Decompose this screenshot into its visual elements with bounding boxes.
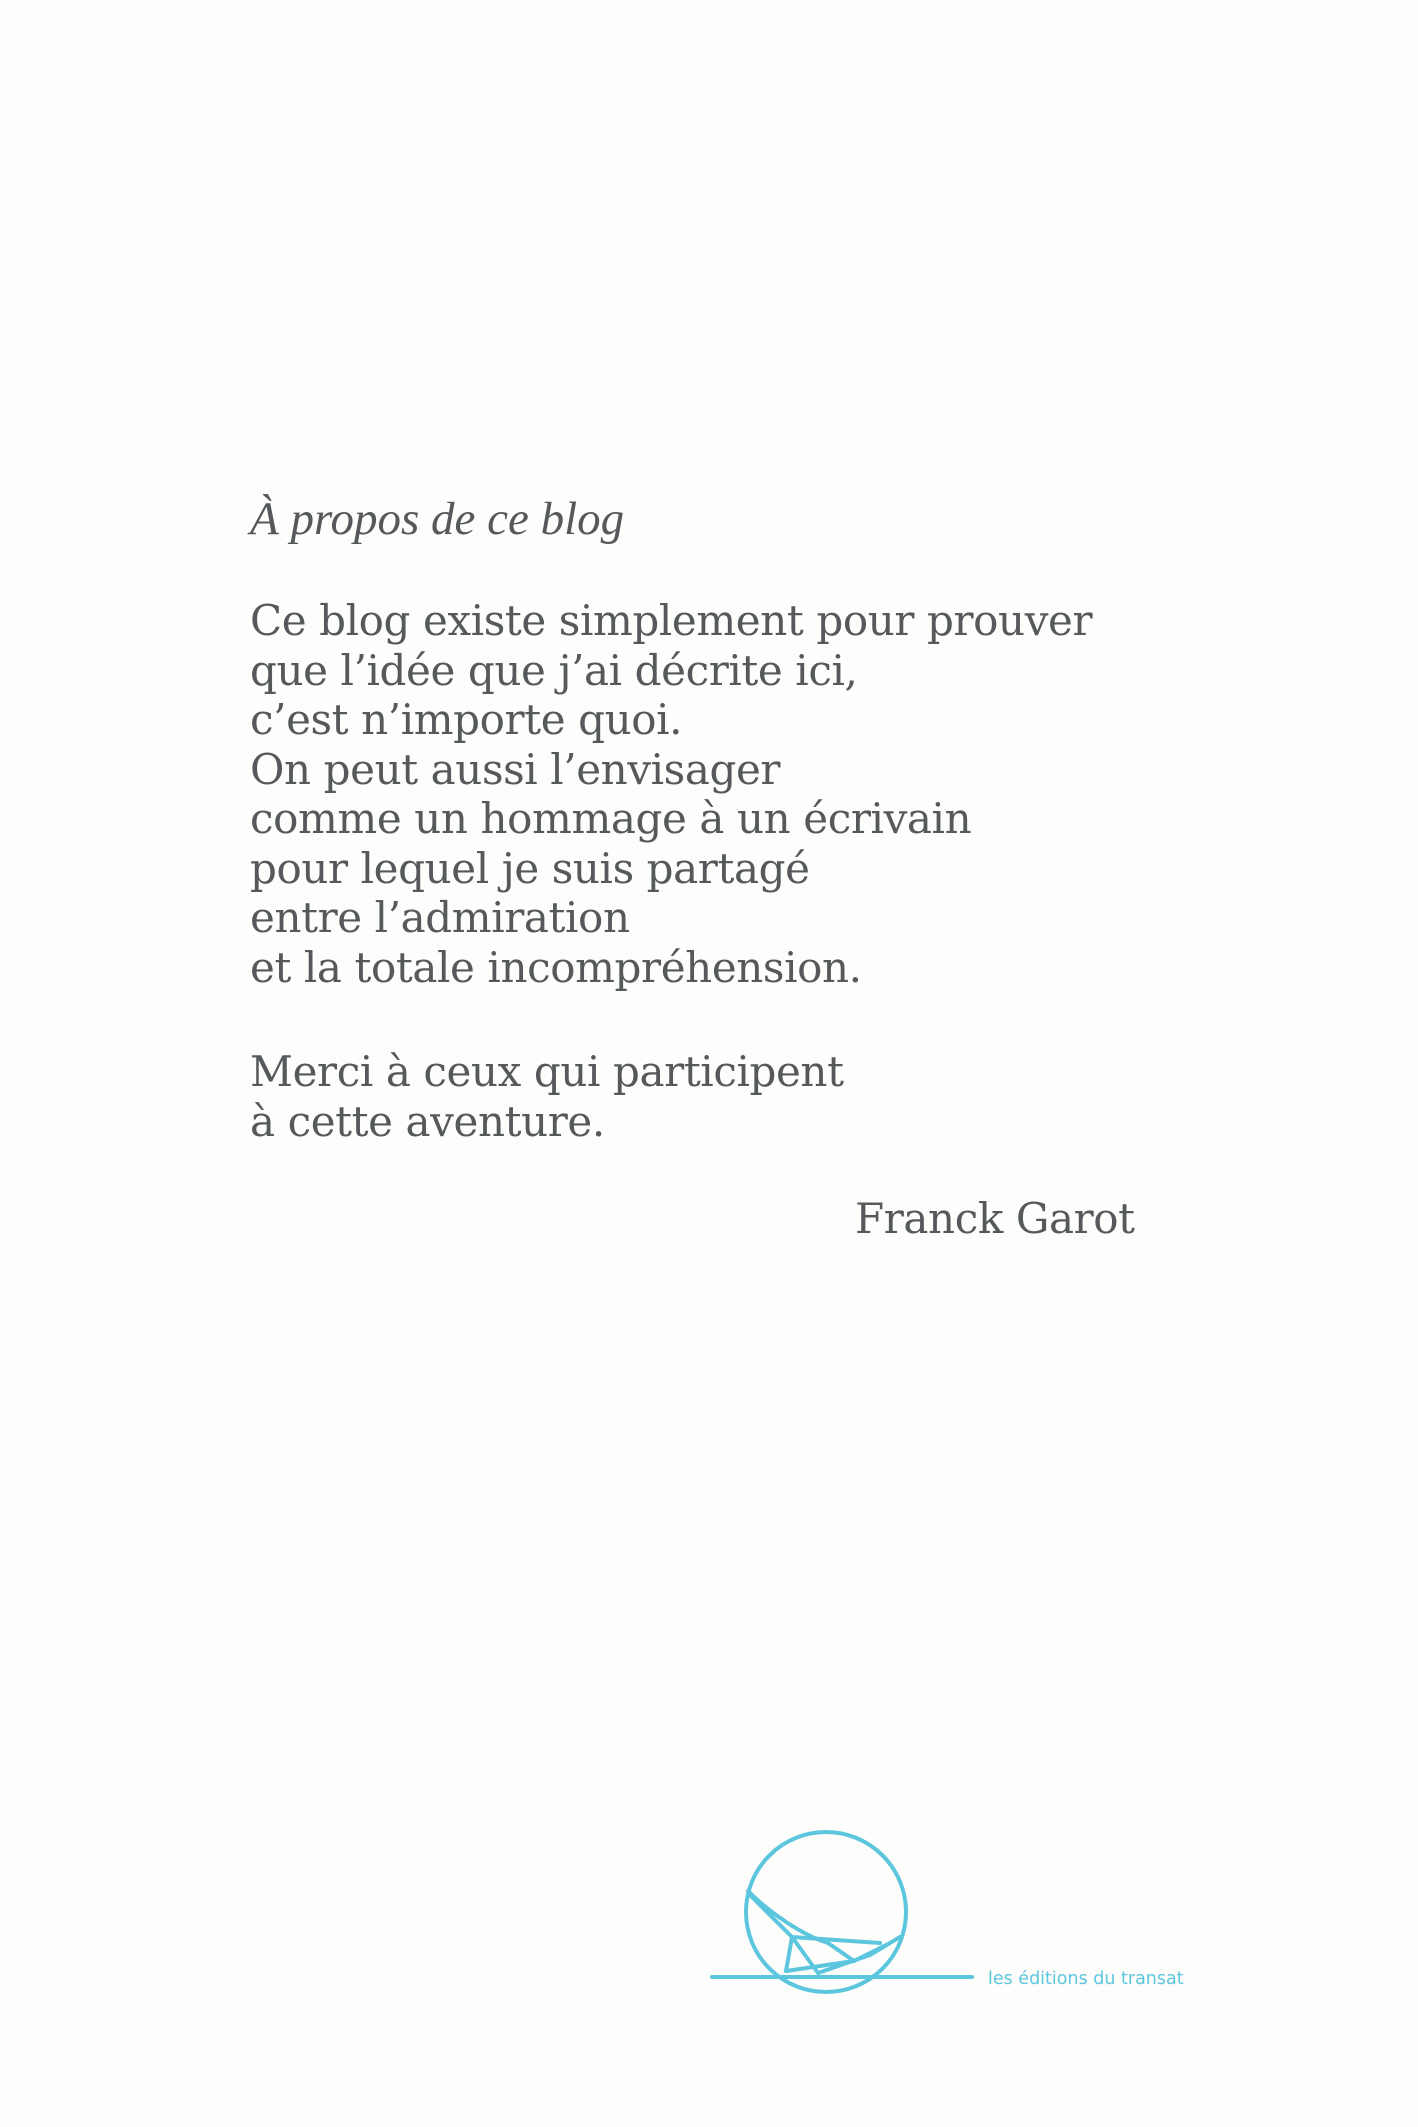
text-line: pour lequel je suis partagé <box>250 843 810 893</box>
text-line: entre l’admiration <box>250 893 630 942</box>
text-line: à cette aventure. <box>250 1096 605 1146</box>
paragraph-thanks <box>250 1047 1092 1146</box>
publisher-name: les éditions du transat <box>988 1969 1184 1989</box>
text-line: c’est n’importe quoi. <box>250 695 683 744</box>
page-heading: À propos de ce blog <box>250 493 625 545</box>
author-signature: Franck Garot <box>855 1194 1135 1243</box>
text-line: Merci à ceux qui participent <box>250 1047 844 1096</box>
text-line: et la totale incompréhension. <box>250 942 862 992</box>
paragraph-intro <box>250 596 1092 992</box>
circle-sail-icon <box>710 1825 980 2000</box>
text-line: On peut aussi l’envisager <box>250 744 781 794</box>
text-line: que l’idée que j’ai décrite ici, <box>250 645 858 695</box>
text-line: Ce blog existe simplement pour prouver <box>250 596 1093 645</box>
body-text <box>250 596 1092 1146</box>
text-line: comme un hommage à un écrivain <box>250 794 972 843</box>
